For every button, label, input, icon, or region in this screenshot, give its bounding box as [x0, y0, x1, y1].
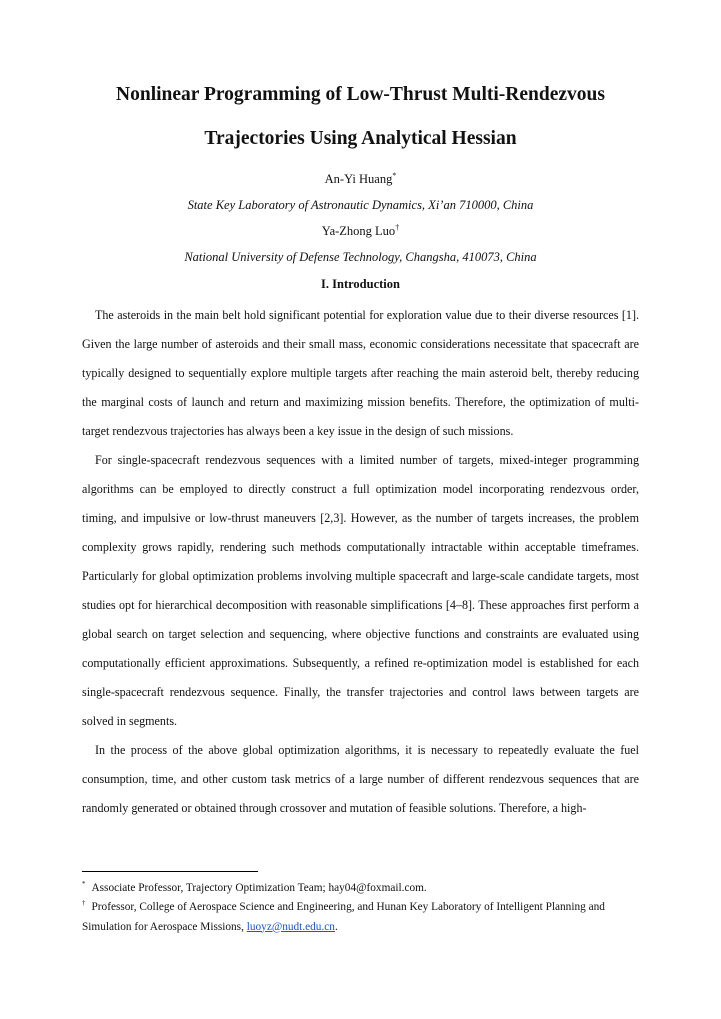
- paper-title-line-1: Nonlinear Programming of Low-Thrust Multi-Rendezvous: [116, 84, 605, 105]
- footnote-2-mark: †: [82, 899, 86, 908]
- footnote-2-email-link[interactable]: luoyz@nudt.edu.cn: [246, 920, 335, 933]
- author-2: [0, 224, 721, 239]
- footnote-2-tail: .: [334, 920, 338, 933]
- author-1-name: An-Yi Huang: [324, 172, 393, 186]
- footnote-1: [82, 879, 639, 899]
- footnote-1-text: Associate Professor, Trajectory Optimization Team; hay04@foxmail.com.: [91, 882, 427, 894]
- paragraph-2: For single-spacecraft rendezvous sequences with a limited number of targets, mixed-integer programming algorithms can be employed to directly construct a full optimization model incorporating rendezvous order, timing, and impulsive or low-thrust maneuvers [2,3]. However, as the number of targets increases, the problem complexity grows rapidly, rendering such methods computationally intractable within acceptable timeframes. Particularly for global optimization problems involving multiple spacecraft and large-scale candidate targets, most studies opt for hierarchical decomposition with reasonable simplifications [4–8]. These approaches first perform a global search on target selection and sequencing, where objective functions and constraints are evaluated using computationally efficient approximations. Subsequently, a refined re-optimization model is established for each single-spacecraft rendezvous sequence. Finally, the transfer trajectories and control laws between targets are solved in segments.: [82, 453, 639, 728]
- footnote-rule: [82, 871, 258, 872]
- author-1-mark: *: [392, 170, 397, 180]
- footnote-2: [82, 898, 639, 937]
- author-2-name: Ya-Zhong Luo: [321, 224, 396, 238]
- footnote-2-text: Professor, College of Aerospace Science and Engineering, and Hunan Key Laboratory of Intelligent Planning and Simulation for Aerospace Missions,: [82, 901, 605, 933]
- footnote-1-mark: *: [82, 880, 86, 889]
- author-1-affiliation: State Key Laboratory of Astronautic Dynamics, Xi’an 710000, China: [187, 198, 534, 212]
- paragraph-3: In the process of the above global optimization algorithms, it is necessary to repeatedly evaluate the fuel consumption, time, and other custom task metrics of a large number of different rendezvous sequences that are randomly generated or obtained through crossover and mutation of feasible solutions. Therefore, a high-: [82, 743, 639, 815]
- paragraph-1: The asteroids in the main belt hold significant potential for exploration value due to their diverse resources [1]. Given the large number of asteroids and their small mass, economic considerations necessitate that spacecraft are typically designed to sequentially explore multiple targets after reaching the main asteroid belt, thereby reducing the marginal costs of launch and return and maximizing mission benefits. Therefore, the optimization of multi-target rendezvous trajectories has always been a key issue in the design of such missions.: [82, 308, 639, 438]
- author-2-mark: †: [395, 222, 400, 232]
- author-1: [0, 172, 721, 187]
- paper-title-line-2: Trajectories Using Analytical Hessian: [204, 128, 517, 149]
- author-2-affiliation: National University of Defense Technology, Changsha, 410073, China: [184, 250, 537, 264]
- section-heading: I. Introduction: [321, 277, 400, 291]
- body-text: [82, 301, 639, 823]
